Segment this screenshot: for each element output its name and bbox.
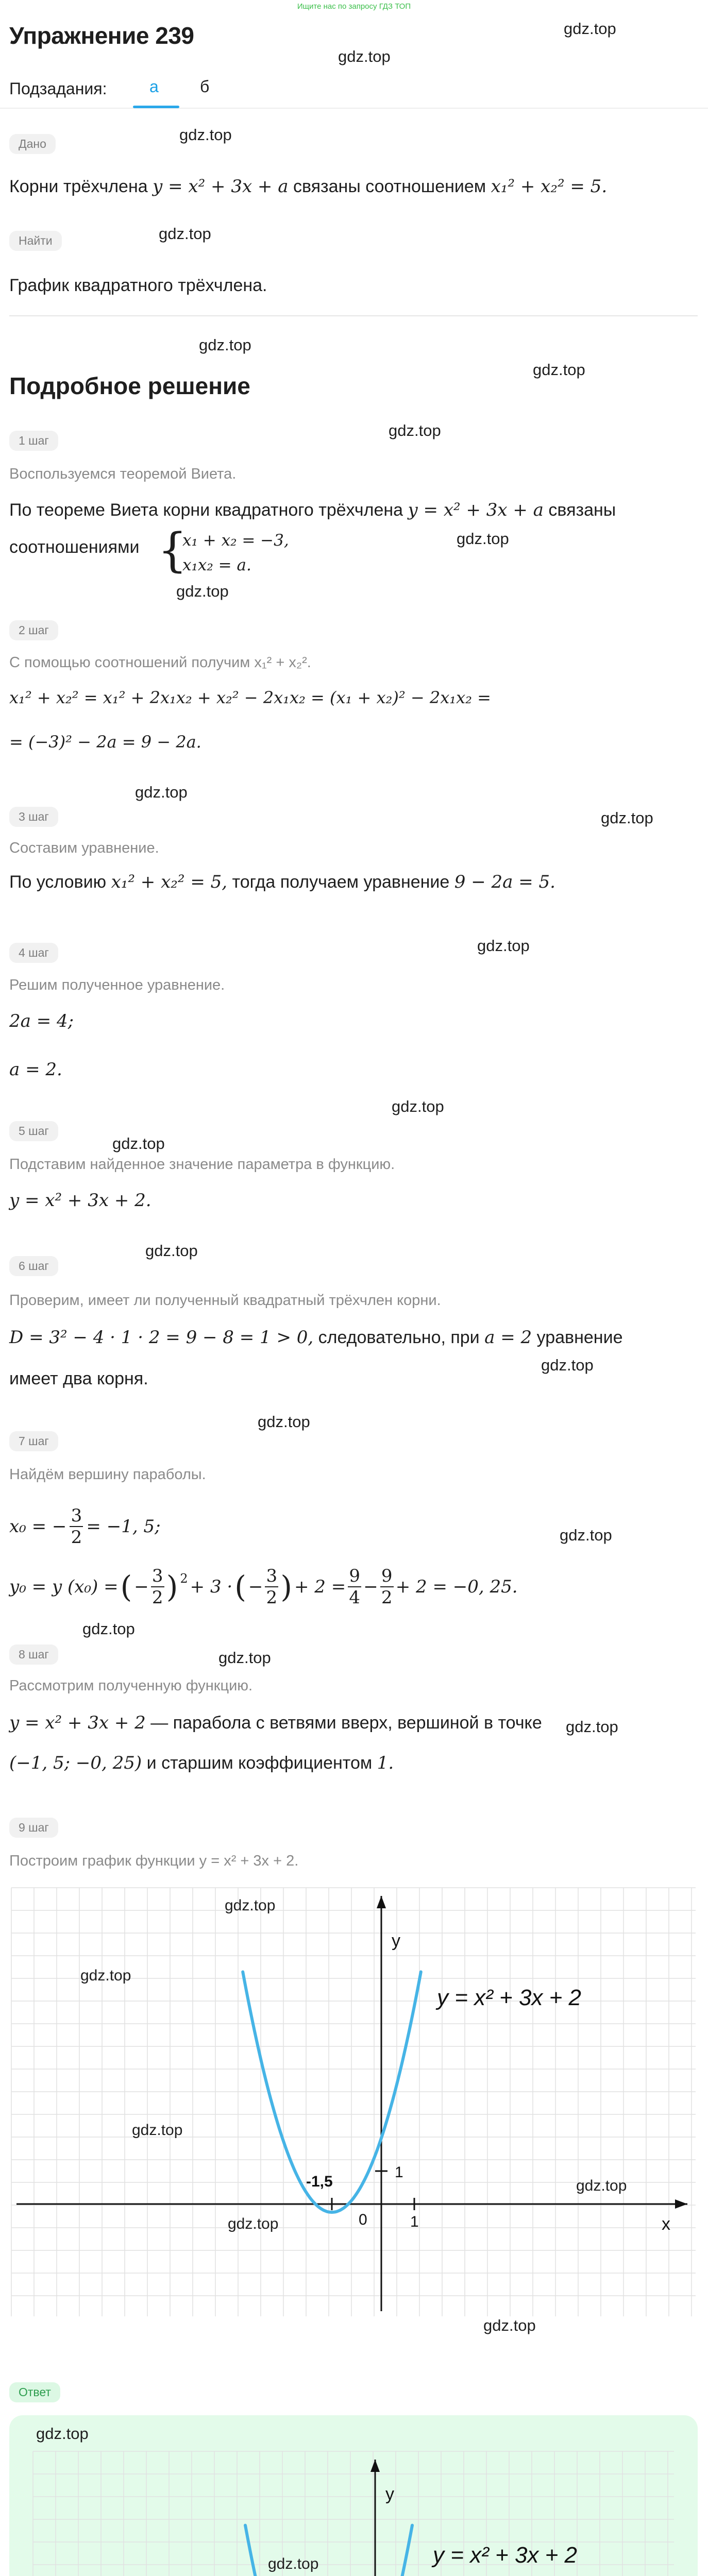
y-axis-arrow (377, 1896, 386, 1908)
watermark: gdz.top (36, 2425, 89, 2443)
solution-title: Подробное решение (9, 372, 250, 399)
answer-label: Ответ (9, 2382, 60, 2402)
given-text: Корни трёхчлена y = x² + 3x + a связаны соотношением x₁² + x₂² = 5. (9, 176, 608, 197)
step-hint: Подставим найденное значение параметра в функцию. (9, 1156, 395, 1173)
parabola-graph (9, 1886, 698, 2318)
watermark: gdz.top (228, 2215, 279, 2232)
step-text: соотношениями (9, 537, 140, 557)
step-formula: a = 2. (9, 1059, 62, 1080)
subtasks-label: Подзадания: (9, 79, 107, 98)
vertex-x-label: -1,5 (306, 2173, 333, 2190)
step-label: 7 шаг (9, 1431, 58, 1451)
search-hint: Ищите нас по запросу ГДЗ ТОП (297, 2, 411, 11)
step-formula: 2a = 4; (9, 1011, 74, 1031)
watermark: gdz.top (112, 1134, 165, 1153)
step-label: 3 шаг (9, 807, 58, 827)
watermark: gdz.top (457, 530, 509, 548)
watermark: gdz.top (80, 1967, 131, 1984)
step-hint: Воспользуемся теоремой Виета. (9, 466, 237, 482)
answer-parabola-graph (31, 2449, 676, 2576)
watermark: gdz.top (566, 1718, 618, 1736)
x-tick-label: 1 (410, 2213, 419, 2230)
watermark: gdz.top (338, 47, 391, 65)
step-text: По условию x₁² + x₂² = 5, тогда получаем уравнение 9 − 2a = 5. (9, 872, 555, 892)
watermark: gdz.top (132, 2122, 183, 2139)
y-axis-label: y (392, 1931, 400, 1951)
watermark: gdz.top (392, 1097, 444, 1115)
step-hint: Найдём вершину параболы. (9, 1466, 206, 1483)
system-brace: { (158, 523, 188, 578)
graph-equation: y = x² + 3x + 2 (437, 1985, 582, 2010)
step-formula: y = x² + 3x + 2. (9, 1190, 151, 1211)
system-eq-1: x₁ + x₂ = −3, (182, 531, 289, 550)
watermark: gdz.top (135, 783, 188, 801)
watermark: gdz.top (176, 582, 229, 600)
step-label: 8 шаг (9, 1645, 58, 1665)
step-formula: x₁² + x₂² = x₁² + 2x₁x₂ + x₂² − 2x₁x₂ = (x₁ + x₂)² − 2x₁x₂ = (9, 688, 491, 707)
y-tick-label: 1 (395, 2164, 403, 2181)
graph-equation: y = x² + 3x + 2 (433, 2543, 578, 2568)
watermark: gdz.top (225, 1897, 276, 1914)
step-label: 9 шаг (9, 1818, 58, 1838)
watermark: gdz.top (258, 1413, 310, 1431)
step-hint: Построим график функции y = x² + 3x + 2. (9, 1853, 299, 1869)
find-text: График квадратного трёхчлена. (9, 276, 267, 295)
step-text: имеет два корня. (9, 1369, 148, 1388)
step-text: y = x² + 3x + 2 — парабола с ветвями вверх, вершиной в точке (9, 1713, 542, 1733)
step-hint: Рассмотрим полученную функцию. (9, 1677, 253, 1694)
given-label: Дано (9, 134, 56, 154)
page-title: Упражнение 239 (9, 22, 194, 49)
step-label: 6 шаг (9, 1256, 58, 1276)
system-eq-2: x₁x₂ = a. (182, 556, 251, 574)
section-divider (9, 315, 698, 316)
step-text: По теореме Виета корни квадратного трёхчлена y = x² + 3x + a связаны (9, 500, 616, 520)
watermark: gdz.top (199, 336, 251, 354)
origin-label: 0 (359, 2211, 367, 2228)
x-axis-label: x (662, 2214, 670, 2234)
watermark: gdz.top (541, 1356, 594, 1374)
watermark: gdz.top (218, 1649, 271, 1667)
step-label: 4 шаг (9, 943, 58, 963)
step-hint: Проверим, имеет ли полученный квадратный трёхчлен корни. (9, 1292, 441, 1309)
watermark: gdz.top (159, 225, 211, 243)
watermark: gdz.top (477, 937, 530, 955)
watermark: gdz.top (389, 421, 441, 439)
watermark: gdz.top (576, 2177, 627, 2194)
watermark: gdz.top (533, 361, 585, 379)
active-tab-indicator (133, 106, 179, 108)
watermark: gdz.top (564, 20, 616, 38)
vertex-x-formula: x₀ = − 3 2 = −1, 5; (9, 1505, 161, 1548)
step-hint: Составим уравнение. (9, 840, 159, 856)
watermark: gdz.top (82, 1620, 135, 1638)
tab-b[interactable]: б (200, 77, 210, 96)
watermark: gdz.top (601, 809, 653, 827)
watermark: gdz.top (145, 1242, 198, 1260)
step-hint: С помощью соотношений получим x₁² + x₂². (9, 654, 311, 671)
vertex-y-formula: y₀ = y (x₀) = ( − 3 2 ) 2 + 3 · ( − 3 2 ) + 2 = 9 4 − 9 2 + 2 = −0, 25. (9, 1566, 518, 1608)
find-label: Найти (9, 231, 62, 251)
y-axis-label: y (385, 2484, 394, 2504)
tab-a[interactable]: а (149, 77, 159, 96)
step-label: 2 шаг (9, 620, 58, 640)
step-text: D = 3² − 4 · 1 · 2 = 9 − 8 = 1 > 0, следовательно, при a = 2 уравнение (9, 1327, 623, 1348)
watermark: gdz.top (179, 126, 232, 144)
step-hint: Решим полученное уравнение. (9, 977, 225, 993)
step-label: 1 шаг (9, 431, 58, 451)
step-label: 5 шаг (9, 1121, 58, 1141)
step-text: (−1, 5; −0, 25) и старшим коэффициентом 1. (9, 1753, 394, 1773)
watermark: gdz.top (268, 2555, 319, 2572)
x-axis-arrow (675, 2199, 687, 2209)
tabs-divider (0, 108, 708, 109)
watermark: gdz.top (483, 2316, 536, 2334)
step-formula: = (−3)² − 2a = 9 − 2a. (9, 732, 201, 752)
y-axis-arrow (370, 2460, 380, 2472)
watermark: gdz.top (560, 1526, 612, 1544)
